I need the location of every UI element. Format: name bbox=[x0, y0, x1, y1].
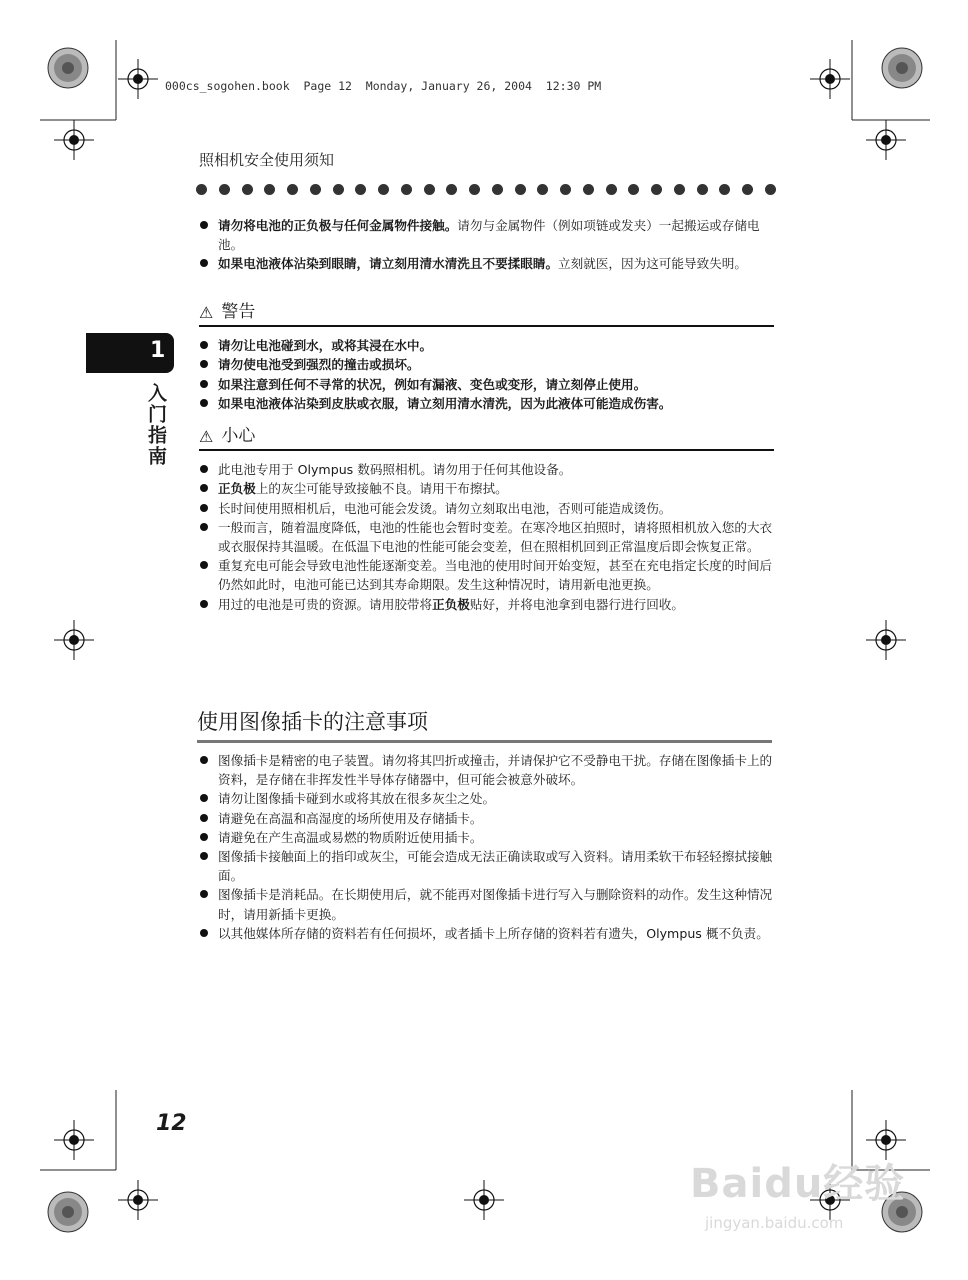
divider-dot bbox=[378, 184, 389, 195]
warning-icon: ⚠ bbox=[199, 303, 214, 322]
list-item bbox=[199, 254, 774, 273]
item-bold: 正负极 bbox=[218, 481, 256, 497]
list-item: 以其他媒体所存储的资料若有任何损坏，或者插卡上所存储的资料若有遗失，Olympus 概不负责。 bbox=[199, 924, 774, 943]
divider-dot bbox=[560, 184, 571, 195]
divider-dot bbox=[651, 184, 662, 195]
list-item: 请勿使电池受到强烈的撞击或损坏。 bbox=[199, 355, 774, 374]
caution-icon: ⚠ bbox=[199, 427, 214, 446]
caution-title: 小心 bbox=[221, 426, 256, 446]
list-item bbox=[199, 595, 774, 614]
divider-dot bbox=[310, 184, 321, 195]
list-item: 图像插卡是消耗品。在长期使用后，就不能再对图像插卡进行写入与删除资料的动作。发生这种情况时，请用新插卡更换。 bbox=[199, 885, 774, 923]
chapter-label: 入门指南 bbox=[145, 383, 167, 467]
item-text: 用过的电池是可贵的资源。请用胶带将 bbox=[218, 596, 433, 612]
star-target-icon bbox=[882, 48, 922, 88]
divider-dot bbox=[583, 184, 594, 195]
card-section-title: 使用图像插卡的注意事项 bbox=[197, 706, 772, 743]
registration-icon bbox=[54, 120, 94, 160]
list-item: 请避免在高温和高湿度的场所使用及存储插卡。 bbox=[199, 809, 774, 828]
registration-icon bbox=[118, 59, 158, 99]
divider-dot bbox=[515, 184, 526, 195]
item-bold: 正负极 bbox=[432, 596, 470, 612]
item-text: 此电池专用于 Olympus 数码照相机。请勿用于任何其他设备。 bbox=[218, 462, 572, 478]
list-item: 如果电池液体沾染到皮肤或衣服，请立刻用清水清洗，因为此液体可能造成伤害。 bbox=[199, 394, 774, 413]
list-item: 请避免在产生高温或易燃的物质附近使用插卡。 bbox=[199, 828, 774, 847]
list-item bbox=[199, 518, 774, 556]
registration-icon bbox=[866, 620, 906, 660]
list-item bbox=[199, 479, 774, 498]
divider-dot bbox=[765, 184, 776, 195]
divider-dot bbox=[742, 184, 753, 195]
divider-dot bbox=[333, 184, 344, 195]
divider-dot bbox=[719, 184, 730, 195]
divider-dot bbox=[287, 184, 298, 195]
registration-icon bbox=[54, 1120, 94, 1160]
registration-icon bbox=[464, 1180, 504, 1220]
list-item: 图像插卡是精密的电子装置。请勿将其凹折或撞击，并请保护它不受静电干扰。存储在图像插卡上的资料，是存储在非挥发性半导体存储器中，但可能会被意外破坏。 bbox=[199, 751, 774, 789]
divider-dot bbox=[469, 184, 480, 195]
item-text: 长时间使用照相机后，电池可能会发烫。请勿立刻取出电池，否则可能造成烫伤。 bbox=[218, 500, 672, 516]
divider-dot bbox=[196, 184, 207, 195]
divider-dot bbox=[628, 184, 639, 195]
divider-dot bbox=[674, 184, 685, 195]
caution-section bbox=[199, 427, 774, 614]
divider-dot bbox=[697, 184, 708, 195]
item-text: 立刻就医，因为这可能导致失明。 bbox=[558, 256, 747, 272]
print-header: 000cs_sogohen.book Page 12 Monday, January 26, 2004 12:30 PM bbox=[165, 79, 602, 93]
divider-dot bbox=[537, 184, 548, 195]
list-item bbox=[199, 499, 774, 518]
item-text: 请勿与金属物件（例如项链或发夹）一起搬运或存储电池。 bbox=[218, 218, 760, 253]
divider-dot bbox=[492, 184, 503, 195]
warning-section bbox=[199, 303, 774, 413]
list-item: 请勿让电池碰到水，或将其浸在水中。 bbox=[199, 336, 774, 355]
item-text: 一般而言，随着温度降低，电池的性能也会暂时变差。在寒冷地区拍照时，请将照相机放入您的大衣或衣服保持其温暖。在低温下电池的性能可能会变差，但在照相机回到正常温度后即会恢复正常。 bbox=[218, 519, 773, 555]
page-number: 12 bbox=[156, 1111, 187, 1136]
list-item bbox=[199, 216, 774, 254]
registration-icon bbox=[866, 120, 906, 160]
registration-icon bbox=[54, 620, 94, 660]
list-item bbox=[199, 556, 774, 594]
registration-icon bbox=[810, 59, 850, 99]
card-section bbox=[199, 751, 774, 943]
divider-dot bbox=[242, 184, 253, 195]
divider-dot bbox=[401, 184, 412, 195]
dot-divider bbox=[196, 184, 776, 196]
list-item bbox=[199, 460, 774, 479]
divider-dot bbox=[606, 184, 617, 195]
registration-icon bbox=[118, 1180, 158, 1220]
warning-title: 警告 bbox=[221, 302, 256, 322]
warning-heading bbox=[199, 303, 774, 327]
watermark-logo: Baidu经验 bbox=[690, 1161, 906, 1207]
item-text: 重复充电可能会导致电池性能逐渐变差。当电池的使用时间开始变短，甚至在充电指定长度的时间后仍然如此时，电池可能已达到其寿命期限。发生这种情况时，请用新电池更换。 bbox=[218, 558, 773, 593]
item-bold: 如果电池液体沾染到眼睛，请立刻用清水清洗且不要揉眼睛。 bbox=[218, 256, 559, 272]
item-text: 上的灰尘可能导致接触不良。请用干布擦拭。 bbox=[255, 481, 508, 497]
star-target-icon bbox=[48, 48, 88, 88]
list-item: 如果注意到任何不寻常的状况，例如有漏液、变色或变形，请立刻停止使用。 bbox=[199, 375, 774, 394]
watermark-url: jingyan.baidu.com bbox=[705, 1214, 844, 1232]
star-target-icon bbox=[48, 1192, 88, 1232]
chapter-number: 1 bbox=[150, 338, 166, 363]
section-title: 照相机安全使用须知 bbox=[199, 151, 335, 169]
item-bold: 请勿将电池的正负极与任何金属物件接触。 bbox=[218, 218, 458, 233]
item-text: 贴好，并将电池拿到电器行进行回收。 bbox=[469, 596, 684, 612]
divider-dot bbox=[355, 184, 366, 195]
divider-dot bbox=[219, 184, 230, 195]
list-item: 图像插卡接触面上的指印或灰尘，可能会造成无法正确读取或写入资料。请用柔软干布轻轻擦拭接触面。 bbox=[199, 847, 774, 885]
divider-dot bbox=[264, 184, 275, 195]
top-items bbox=[199, 216, 774, 274]
caution-heading bbox=[199, 427, 774, 451]
list-item: 请勿让图像插卡碰到水或将其放在很多灰尘之处。 bbox=[199, 789, 774, 808]
divider-dot bbox=[424, 184, 435, 195]
divider-dot bbox=[446, 184, 457, 195]
